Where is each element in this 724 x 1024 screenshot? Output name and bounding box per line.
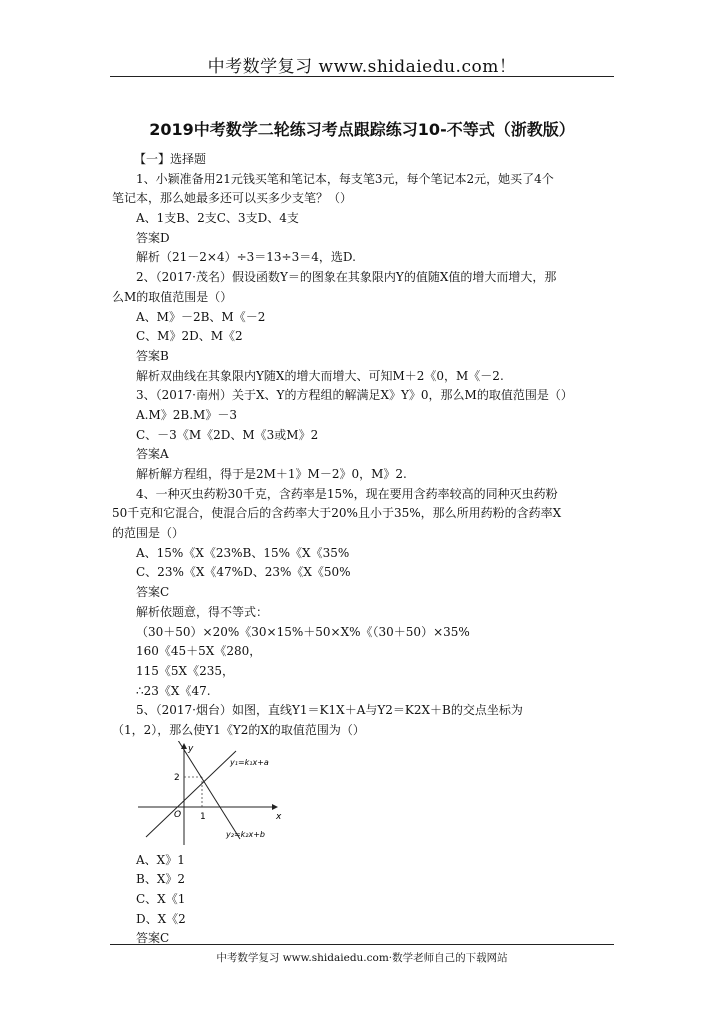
question-4-step1: 160《45＋5X《280， [136,644,262,659]
question-3-stem: 3、（2017·南州）关于X、Y的方程组的解满足X》Y》0，那么M的取值范围是（） [136,388,573,403]
question-4-stem-cont2: 的范围是（） [112,526,185,541]
question-4-options-ab: A、15%《X《23%B、15%《X《35% [136,545,350,560]
line-y2-label: y₂=k₂x+b [226,829,265,839]
question-4-options-cd: C、23%《X《47%D、23%《X《50% [136,565,351,580]
page-header: 中考数学复习 www.shidaiedu.com！ [207,57,517,77]
question-1-answer: 答案D [136,230,170,245]
question-4-step2: 115《5X《235， [136,663,234,678]
question-5-stem: 5、（2017·烟台）如图，直线Y1＝K1X＋A与Y2＝K2X＋B的交点坐标为 [136,703,523,718]
question-5-graph [112,741,617,851]
question-5-option-b: B、X》2 [136,872,185,887]
question-1-stem: 1、小颖准备用21元钱买笔和笔记本，每支笔3元，每个笔记本2元，她买了4个 [136,171,554,186]
question-5-answer: 答案C [136,931,170,946]
question-4-inequality: （30＋50）×20%《30×15%＋50×X%《（30＋50）×35% [136,624,470,639]
document-body [112,150,617,949]
question-2-answer: 答案B [136,348,169,363]
tick-x-label: 1 [200,811,206,822]
question-2-options-cd: C、M》2D、M《2 [136,329,243,344]
page-footer: 中考数学复习 www.shidaiedu.com·数学老师自己的下载网站 [216,952,508,964]
header-divider [110,76,614,77]
question-5-option-d: D、X《2 [136,911,186,926]
question-5-stem-cont: （1，2），那么使Y1《Y2的X的取值范围为（） [112,722,365,737]
question-3-answer: 答案A [136,447,169,462]
origin-label: O [174,809,182,820]
question-5-option-a: A、X》1 [136,852,185,867]
question-1-options: A、1支B、2支C、3支D、4支 [136,211,299,226]
footer-divider [110,944,614,945]
line-y1 [146,751,236,837]
document-title: 2019中考数学二轮练习考点跟踪练习10-不等式（浙教版） [149,120,575,139]
section-heading: 【一】选择题 [134,152,207,166]
question-4-stem: 4、一种灭虫药粉30千克，含药率是15%，现在要用含药率较高的同种灭虫药粉 [136,486,558,501]
x-axis-arrow [272,804,278,810]
axis-x-label: x [276,811,282,822]
question-1-stem-cont: 笔记本，那么她最多还可以买多少支笔？（） [112,191,353,206]
axis-y-label: y [188,743,194,754]
question-2-stem: 2、（2017·茂名）假设函数Y＝的图象在其象限内Y的值随X值的增大而增大，那 [136,270,557,285]
question-1-analysis: 解析（21－2×4）÷3＝13÷3＝4，选D. [136,250,356,265]
question-4-stem-cont: 50千克和它混合，使混合后的含药率大于20%且小于35%，那么所用药粉的含药率X [112,506,562,521]
question-2-options-ab: A、M》－2B、M《－2 [136,309,266,324]
question-5-option-c: C、X《1 [136,892,186,906]
line-y1-label: y₁=k₁x+a [230,757,269,767]
question-4-answer: 答案C [136,585,170,600]
line-graph-figure [136,741,296,849]
question-3-options-cd: C、－3《M《2D、M《3或M》2 [136,427,319,442]
question-4-analysis: 解析依题意，得不等式： [136,604,269,619]
tick-y-label: 2 [174,772,180,783]
question-3-analysis: 解析解方程组，得于是2M＋1》M－2》0，M》2. [136,467,407,481]
question-2-analysis: 解析双曲线在其象限内Y随X的增大而增大、可知M＋2《0，M《－2. [136,368,504,383]
question-2-stem-cont: 么M的取值范围是（） [112,289,233,304]
question-3-options-ab: A.M》2B.M》－3 [136,407,237,422]
question-4-step3: ∴23《X《47. [136,683,211,698]
